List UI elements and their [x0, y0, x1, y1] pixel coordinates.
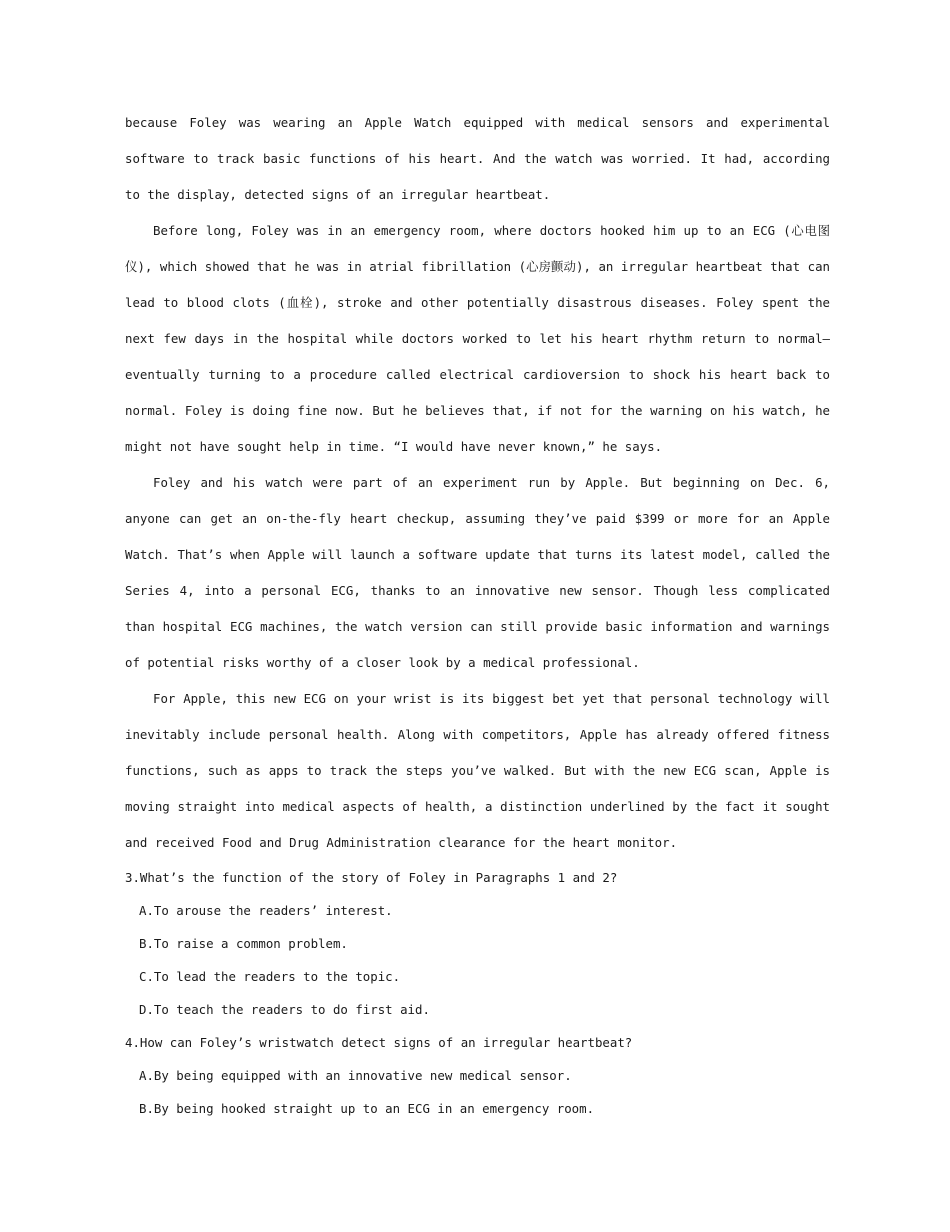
- option-c: C.To lead the readers to the topic.: [139, 969, 401, 984]
- question-stem: 3.What’s the function of the story of Foley in Paragraphs 1 and 2?: [125, 870, 618, 885]
- question-stem: 4.How can Foley’s wristwatch detect signs of an irregular heartbeat?: [125, 1035, 633, 1050]
- question-4: [125, 1026, 830, 1125]
- question-3: [125, 861, 830, 1026]
- option-a: A.By being equipped with an innovative new medical sensor.: [139, 1068, 572, 1083]
- paragraph-1: because Foley was wearing an Apple Watch equipped with medical sensors and experimental software to track basic functions of his heart. And the watch was worried. It had, according to the display, detected signs of an irregular heartbeat.: [125, 115, 830, 202]
- option-a: A.To arouse the readers’ interest.: [139, 903, 393, 918]
- option-d: D.To teach the readers to do first aid.: [139, 1002, 430, 1017]
- paragraph-2: Before long, Foley was in an emergency room, where doctors hooked him up to an ECG (心电图仪), which showed that he was in atrial fibrillation (心房颤动), an irregular heartbeat that can lead to blood clots (血栓), stroke and other potentially disastrous diseases. Foley spent the next few days in the hospital while doctors worked to let his heart rhythm return to normal—eventually turning to a procedure called electrical cardioversion to shock his heart back to normal. Foley is doing fine now. But he believes that, if not for the warning on his watch, he might not have sought help in time. “I would have never known,” he says.: [125, 223, 830, 454]
- option-b: B.To raise a common problem.: [139, 936, 348, 951]
- paragraph-4: For Apple, this new ECG on your wrist is its biggest bet yet that personal technology will inevitably include personal health. Along with competitors, Apple has already offered fitness functions, such as apps to track the steps you’ve walked. But with the new ECG scan, Apple is moving straight into medical aspects of health, a distinction underlined by the fact it sought and received Food and Drug Administration clearance for the heart monitor.: [125, 691, 830, 850]
- paragraph-3: Foley and his watch were part of an experiment run by Apple. But beginning on Dec. 6, anyone can get an on-the-fly heart checkup, assuming they’ve paid $399 or more for an Apple Watch. That’s when Apple will launch a software update that turns its latest model, called the Series 4, into a personal ECG, thanks to an innovative new sensor. Though less complicated than hospital ECG machines, the watch version can still provide basic information and warnings of potential risks worthy of a closer look by a medical professional.: [125, 475, 830, 670]
- document-page: [125, 105, 830, 1125]
- option-b: B.By being hooked straight up to an ECG in an emergency room.: [139, 1101, 595, 1116]
